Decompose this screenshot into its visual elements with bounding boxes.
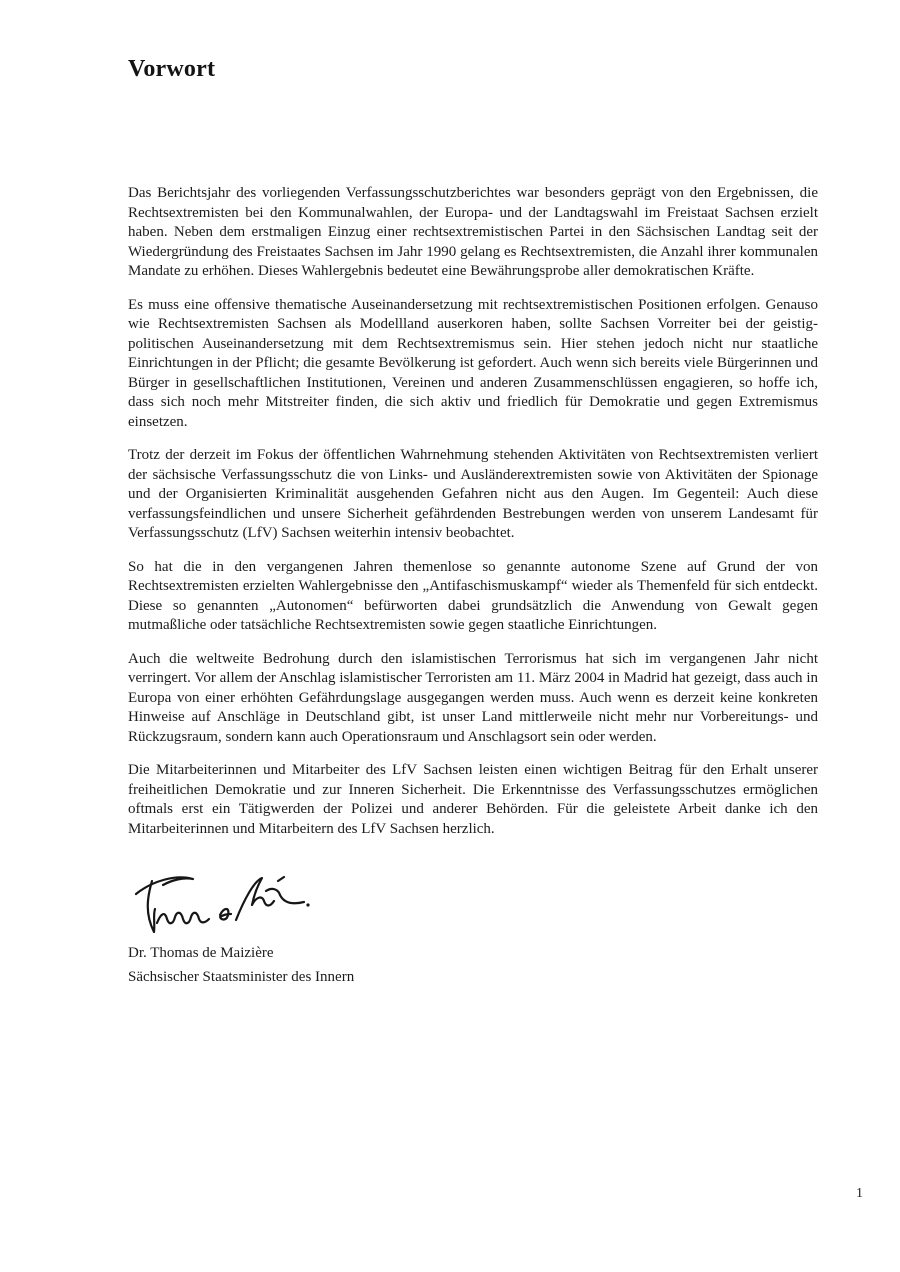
signatory-role: Sächsischer Staatsminister des Innern [128, 968, 355, 985]
paragraph: So hat die in den vergangenen Jahren themenlose so genannte autonome Szene auf Grund der von Rechtsextremisten erzielten Wahlergebnisse den „Antifaschismuskampf“ wieder als Themenfeld für sich entdeckt. Diese so genannten „Autonomen“ befürworten dabei grundsätzlich die Anwendung von Gewalt gegen mutmaßliche oder tatsächliche Rechtsextremisten sowie gegen staatliche Einrichtungen. [128, 558, 818, 633]
signature-block [128, 868, 448, 987]
signatory-name: Dr. Thomas de Maizière [128, 945, 274, 961]
body-text [128, 184, 818, 839]
paragraph: Trotz der derzeit im Fokus der öffentlichen Wahrnehmung stehenden Aktivitäten von Rechtsextremisten verliert der sächsische Verfassungsschutz die von Links- und Ausländerextremisten sowie von Aktivitäten der Spionage und der Organisierten Kriminalität ausgehenden Gefahren nicht aus den Augen. Im Gegenteil: Auch diese verfassungsfeindlichen und unsere Sicherheit gefährdenden Bestrebungen werden von unserem Landesamt für Verfassungsschutz (LfV) Sachsen weiterhin intensiv beobachtet. [128, 447, 818, 541]
paragraph: Das Berichtsjahr des vorliegenden Verfassungsschutzberichtes war besonders geprägt von den Ergebnissen, die Rechtsextremisten bei den Kommunalwahlen, der Europa- und der Landtagswahl im Freistaat Sachsen erzielt haben. Neben dem erstmaligen Einzug einer rechtsextremistischen Partei in den Sächsischen Landtag seit der Wiedergründung des Freistaates Sachsen im Jahr 1990 gelang es Rechtsextremisten, die Anzahl ihrer kommunalen Mandate zu erhöhen. Dieses Wahlergebnis bedeutet eine Bewährungsprobe aller demokratischen Kräfte. [128, 185, 818, 279]
page-number: 1 [856, 1186, 863, 1201]
paragraph: Die Mitarbeiterinnen und Mitarbeiter des LfV Sachsen leisten einen wichtigen Beitrag für den Erhalt unserer freiheitlichen Demokratie und zur Inneren Sicherheit. Die Erkenntnisse des Verfassungsschutzes ermöglichen oftmals erst ein Tätigwerden der Polizei und anderer Behörden. Für die geleistete Arbeit danke ich den Mitarbeiterinnen und Mitarbeitern des LfV Sachsen herzlich. [128, 762, 818, 837]
paragraph: Es muss eine offensive thematische Auseinandersetzung mit rechtsextremistischen Positionen erfolgen. Genauso wie Rechtsextremisten Sachsen als Modellland auserkoren haben, sollte Sachsen Vorreiter bei der geistig-politischen Auseinandersetzung mit dem Rechtsextremismus sein. Hier stehen jedoch nicht nur staatliche Einrichtungen in der Pflicht; die gesamte Bevölkerung ist gefordert. Auch wenn sich bereits viele Bürgerinnen und Bürger in gesellschaftlichen Institutionen, Vereinen und anderen Zusammenschlüssen engagieren, so hoffe ich, dass sich noch mehr Mitstreiter finden, die sich aktiv und friedlich für Demokratie und gegen Extremismus einsetzen. [128, 296, 818, 430]
page-content [128, 56, 818, 853]
handwritten-signature-image [130, 868, 315, 940]
page-title: Vorwort [128, 56, 216, 82]
paragraph: Auch die weltweite Bedrohung durch den islamistischen Terrorismus hat sich im vergangenen Jahr nicht verringert. Vor allem der Anschlag islamistischer Terroristen am 11. März 2004 in Madrid hat gezeigt, dass auch in Europa von einer erhöhten Gefährdungslage ausgegangen werden muss. Auch wenn es derzeit keine konkreten Hinweise auf Anschläge in Deutschland gibt, ist unser Land mittlerweile nicht mehr nur Vorbereitungs- und Rückzugsraum, sondern kann auch Operationsraum und Anschlagsort sein oder werden. [128, 650, 818, 745]
